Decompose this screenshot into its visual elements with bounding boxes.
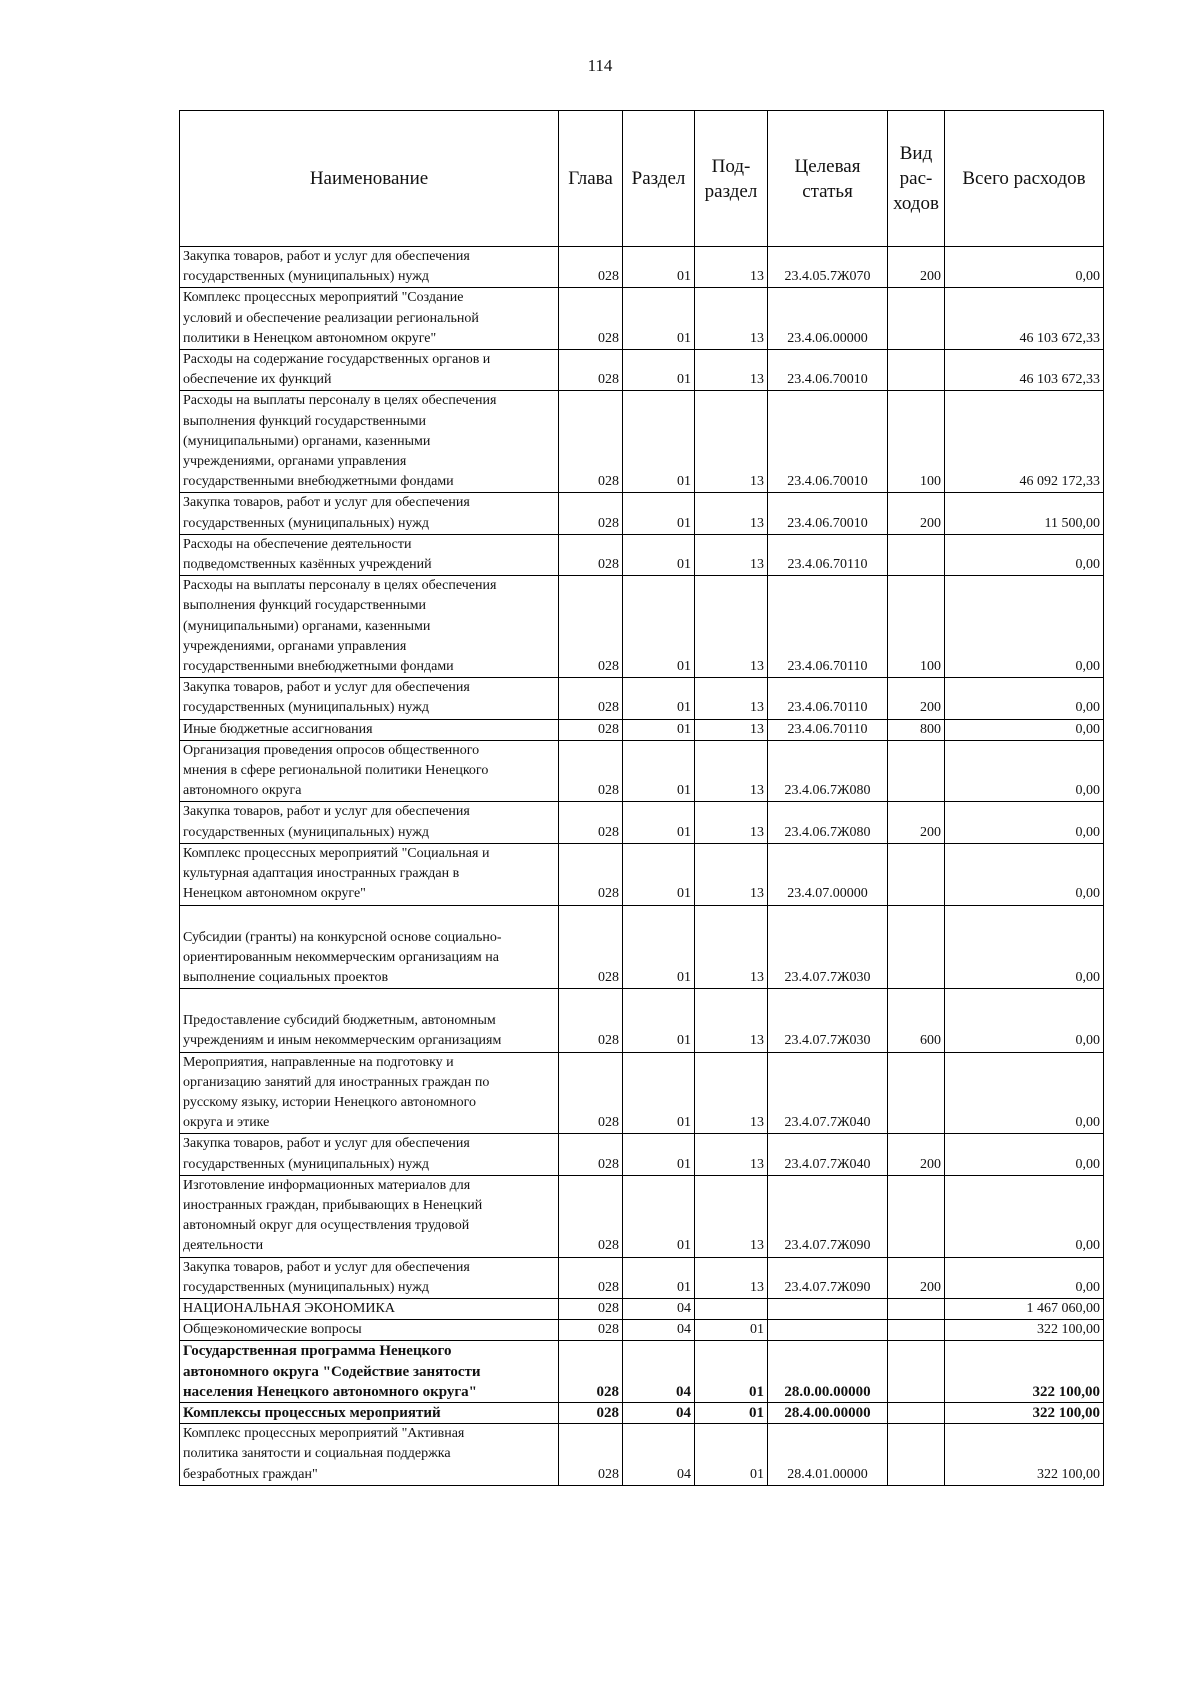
cell-kind: 200	[888, 247, 945, 288]
cell-target: 28.4.00.00000	[768, 1402, 888, 1423]
cell-chapter: 028	[559, 802, 623, 843]
cell-name: Расходы на содержание государственных органов и обеспечение их функций	[180, 350, 559, 391]
cell-chapter: 028	[559, 1175, 623, 1257]
cell-total: 322 100,00	[945, 1424, 1104, 1486]
cell-section: 01	[623, 288, 695, 350]
cell-section: 01	[623, 576, 695, 678]
cell-section: 01	[623, 1175, 695, 1257]
cell-total: 0,00	[945, 1175, 1104, 1257]
cell-target: 23.4.06.70110	[768, 678, 888, 719]
cell-total: 0,00	[945, 1134, 1104, 1175]
cell-chapter: 028	[559, 1134, 623, 1175]
cell-subsection: 13	[695, 905, 768, 989]
header-chapter: Глава	[559, 111, 623, 247]
cell-section: 04	[623, 1341, 695, 1403]
cell-chapter: 028	[559, 493, 623, 534]
cell-kind: 200	[888, 493, 945, 534]
cell-target: 23.4.07.7Ж090	[768, 1175, 888, 1257]
cell-target: 28.0.00.00000	[768, 1341, 888, 1403]
cell-section: 01	[623, 802, 695, 843]
cell-name: Расходы на выплаты персоналу в целях обеспечения выполнения функций государственными (муниципальными) органами, казенными учреждениями, органами управления государственными внебюджетными фондами	[180, 576, 559, 678]
cell-total: 322 100,00	[945, 1320, 1104, 1341]
cell-chapter: 028	[559, 576, 623, 678]
cell-name: Закупка товаров, работ и услуг для обеспечения государственных (муниципальных) нужд	[180, 1134, 559, 1175]
cell-chapter: 028	[559, 1424, 623, 1486]
cell-name: Субсидии (гранты) на конкурсной основе социально- ориентированным некоммерческим организациям на выполнение социальных проектов	[180, 905, 559, 989]
cell-chapter: 028	[559, 1052, 623, 1134]
cell-kind: 100	[888, 576, 945, 678]
cell-kind	[888, 740, 945, 802]
table-row	[180, 493, 1104, 534]
cell-kind: 800	[888, 719, 945, 740]
cell-total: 46 103 672,33	[945, 350, 1104, 391]
cell-target: 23.4.06.70010	[768, 391, 888, 493]
cell-target: 23.4.06.00000	[768, 288, 888, 350]
cell-subsection: 13	[695, 1134, 768, 1175]
cell-chapter: 028	[559, 989, 623, 1052]
cell-name: Мероприятия, направленные на подготовку и организацию занятий для иностранных граждан по русскому языку, истории Ненецкого автономного округа и этике	[180, 1052, 559, 1134]
cell-section: 01	[623, 1134, 695, 1175]
cell-subsection: 01	[695, 1341, 768, 1403]
cell-name: Изготовление информационных материалов для иностранных граждан, прибывающих в Ненецкий автономный округ для осуществления трудовой деятельности	[180, 1175, 559, 1257]
cell-total: 322 100,00	[945, 1341, 1104, 1403]
cell-kind	[888, 843, 945, 905]
header-row	[180, 111, 1104, 247]
header-kind: Вид рас- ходов	[888, 111, 945, 247]
cell-total: 1 467 060,00	[945, 1298, 1104, 1319]
cell-target: 23.4.05.7Ж070	[768, 247, 888, 288]
cell-subsection: 13	[695, 802, 768, 843]
cell-chapter: 028	[559, 288, 623, 350]
cell-subsection: 13	[695, 391, 768, 493]
cell-kind	[888, 350, 945, 391]
cell-chapter: 028	[559, 1298, 623, 1319]
cell-name: Закупка товаров, работ и услуг для обеспечения государственных (муниципальных) нужд	[180, 493, 559, 534]
table-row	[180, 576, 1104, 678]
cell-subsection: 13	[695, 989, 768, 1052]
cell-name: Комплекс процессных мероприятий "Активная политика занятости и социальная поддержка безработных граждан"	[180, 1424, 559, 1486]
cell-name: Организация проведения опросов общественного мнения в сфере региональной политики Ненецкого автономного округа	[180, 740, 559, 802]
cell-subsection: 13	[695, 740, 768, 802]
cell-name: НАЦИОНАЛЬНАЯ ЭКОНОМИКА	[180, 1298, 559, 1319]
cell-total: 0,00	[945, 1052, 1104, 1134]
cell-total: 0,00	[945, 740, 1104, 802]
cell-chapter: 028	[559, 1341, 623, 1403]
cell-kind	[888, 1320, 945, 1341]
table-row	[180, 1052, 1104, 1134]
cell-target: 23.4.07.7Ж030	[768, 989, 888, 1052]
cell-subsection: 13	[695, 534, 768, 575]
table-row	[180, 843, 1104, 905]
cell-subsection: 13	[695, 1052, 768, 1134]
cell-section: 04	[623, 1424, 695, 1486]
cell-kind	[888, 1341, 945, 1403]
table-row	[180, 350, 1104, 391]
cell-subsection: 13	[695, 350, 768, 391]
cell-name: Государственная программа Ненецкого автономного округа "Содействие занятости населения Ненецкого автономного округа"	[180, 1341, 559, 1403]
cell-target: 23.4.06.70010	[768, 350, 888, 391]
cell-name: Закупка товаров, работ и услуг для обеспечения государственных (муниципальных) нужд	[180, 1257, 559, 1298]
cell-section: 04	[623, 1402, 695, 1423]
cell-target: 23.4.06.70110	[768, 576, 888, 678]
cell-subsection: 01	[695, 1402, 768, 1423]
cell-total: 322 100,00	[945, 1402, 1104, 1423]
cell-chapter: 028	[559, 719, 623, 740]
cell-target: 23.4.07.7Ж090	[768, 1257, 888, 1298]
cell-target: 23.4.06.70110	[768, 719, 888, 740]
header-target: Целевая статья	[768, 111, 888, 247]
table-row	[180, 534, 1104, 575]
cell-target: 28.4.01.00000	[768, 1424, 888, 1486]
cell-chapter: 028	[559, 905, 623, 989]
cell-target	[768, 1320, 888, 1341]
cell-section: 01	[623, 989, 695, 1052]
cell-subsection: 13	[695, 576, 768, 678]
cell-kind	[888, 1052, 945, 1134]
cell-section: 01	[623, 1052, 695, 1134]
cell-section: 01	[623, 740, 695, 802]
cell-kind: 100	[888, 391, 945, 493]
cell-target	[768, 1298, 888, 1319]
table-row	[180, 905, 1104, 989]
cell-section: 01	[623, 534, 695, 575]
cell-chapter: 028	[559, 1320, 623, 1341]
cell-name: Расходы на выплаты персоналу в целях обеспечения выполнения функций государственными (муниципальными) органами, казенными учреждениями, органами управления государственными внебюджетными фондами	[180, 391, 559, 493]
table-row	[180, 1341, 1104, 1403]
cell-section: 01	[623, 843, 695, 905]
cell-total: 0,00	[945, 247, 1104, 288]
cell-total: 0,00	[945, 719, 1104, 740]
cell-kind: 600	[888, 989, 945, 1052]
cell-chapter: 028	[559, 350, 623, 391]
cell-section: 01	[623, 1257, 695, 1298]
cell-section: 01	[623, 493, 695, 534]
cell-section: 01	[623, 350, 695, 391]
cell-section: 04	[623, 1320, 695, 1341]
table-body	[180, 247, 1104, 1486]
cell-kind: 200	[888, 802, 945, 843]
table-row	[180, 1298, 1104, 1319]
cell-kind: 200	[888, 678, 945, 719]
table-row	[180, 719, 1104, 740]
cell-name: Комплекс процессных мероприятий "Создание условий и обеспечение реализации региональной политики в Ненецком автономном округе"	[180, 288, 559, 350]
cell-total: 0,00	[945, 989, 1104, 1052]
cell-chapter: 028	[559, 1402, 623, 1423]
cell-section: 01	[623, 247, 695, 288]
cell-section: 01	[623, 719, 695, 740]
cell-section: 01	[623, 678, 695, 719]
cell-target: 23.4.06.70110	[768, 534, 888, 575]
cell-kind: 200	[888, 1257, 945, 1298]
cell-name: Закупка товаров, работ и услуг для обеспечения государственных (муниципальных) нужд	[180, 802, 559, 843]
table-row	[180, 1257, 1104, 1298]
cell-target: 23.4.07.7Ж030	[768, 905, 888, 989]
cell-name: Комплекс процессных мероприятий "Социальная и культурная адаптация иностранных граждан в Ненецком автономном округе"	[180, 843, 559, 905]
cell-target: 23.4.07.7Ж040	[768, 1134, 888, 1175]
cell-subsection: 13	[695, 247, 768, 288]
table-row	[180, 1175, 1104, 1257]
cell-total: 0,00	[945, 802, 1104, 843]
cell-subsection: 13	[695, 1175, 768, 1257]
budget-table	[179, 110, 1104, 1486]
table-row	[180, 247, 1104, 288]
cell-section: 01	[623, 905, 695, 989]
table-row	[180, 1320, 1104, 1341]
cell-section: 01	[623, 391, 695, 493]
cell-kind	[888, 534, 945, 575]
cell-name: Закупка товаров, работ и услуг для обеспечения государственных (муниципальных) нужд	[180, 247, 559, 288]
cell-name: Предоставление субсидий бюджетным, автономным учреждениям и иным некоммерческим организациям	[180, 989, 559, 1052]
cell-total: 11 500,00	[945, 493, 1104, 534]
table-row	[180, 1134, 1104, 1175]
table-row	[180, 1424, 1104, 1486]
cell-chapter: 028	[559, 534, 623, 575]
header-total: Всего расходов	[945, 111, 1104, 247]
table-row	[180, 678, 1104, 719]
table-row	[180, 802, 1104, 843]
cell-total: 0,00	[945, 843, 1104, 905]
cell-chapter: 028	[559, 1257, 623, 1298]
cell-section: 04	[623, 1298, 695, 1319]
cell-kind	[888, 905, 945, 989]
cell-kind	[888, 1298, 945, 1319]
cell-chapter: 028	[559, 740, 623, 802]
cell-name: Закупка товаров, работ и услуг для обеспечения государственных (муниципальных) нужд	[180, 678, 559, 719]
cell-total: 0,00	[945, 678, 1104, 719]
cell-subsection: 01	[695, 1320, 768, 1341]
cell-subsection: 13	[695, 843, 768, 905]
cell-subsection: 13	[695, 719, 768, 740]
cell-total: 0,00	[945, 1257, 1104, 1298]
table-row	[180, 740, 1104, 802]
table-row	[180, 391, 1104, 493]
cell-kind	[888, 1424, 945, 1486]
table-row	[180, 288, 1104, 350]
cell-chapter: 028	[559, 843, 623, 905]
header-name: Наименование	[180, 111, 559, 247]
cell-kind	[888, 1402, 945, 1423]
cell-total: 0,00	[945, 905, 1104, 989]
cell-target: 23.4.07.00000	[768, 843, 888, 905]
cell-name: Общеэкономические вопросы	[180, 1320, 559, 1341]
cell-subsection	[695, 1298, 768, 1319]
page-number: 114	[587, 56, 613, 75]
cell-chapter: 028	[559, 678, 623, 719]
cell-subsection: 01	[695, 1424, 768, 1486]
cell-name: Комплексы процессных мероприятий	[180, 1402, 559, 1423]
cell-chapter: 028	[559, 247, 623, 288]
header-section: Раздел	[623, 111, 695, 247]
cell-target: 23.4.06.7Ж080	[768, 802, 888, 843]
cell-subsection: 13	[695, 678, 768, 719]
table-row	[180, 989, 1104, 1052]
cell-total: 46 103 672,33	[945, 288, 1104, 350]
cell-name: Расходы на обеспечение деятельности подведомственных казённых учреждений	[180, 534, 559, 575]
table-row	[180, 1402, 1104, 1423]
cell-total: 0,00	[945, 576, 1104, 678]
cell-chapter: 028	[559, 391, 623, 493]
cell-total: 0,00	[945, 534, 1104, 575]
cell-subsection: 13	[695, 493, 768, 534]
header-subsection: Под- раздел	[695, 111, 768, 247]
cell-target: 23.4.06.70010	[768, 493, 888, 534]
cell-total: 46 092 172,33	[945, 391, 1104, 493]
cell-kind	[888, 288, 945, 350]
cell-kind	[888, 1175, 945, 1257]
cell-target: 23.4.07.7Ж040	[768, 1052, 888, 1134]
cell-target: 23.4.06.7Ж080	[768, 740, 888, 802]
cell-subsection: 13	[695, 288, 768, 350]
cell-subsection: 13	[695, 1257, 768, 1298]
cell-name: Иные бюджетные ассигнования	[180, 719, 559, 740]
cell-kind: 200	[888, 1134, 945, 1175]
